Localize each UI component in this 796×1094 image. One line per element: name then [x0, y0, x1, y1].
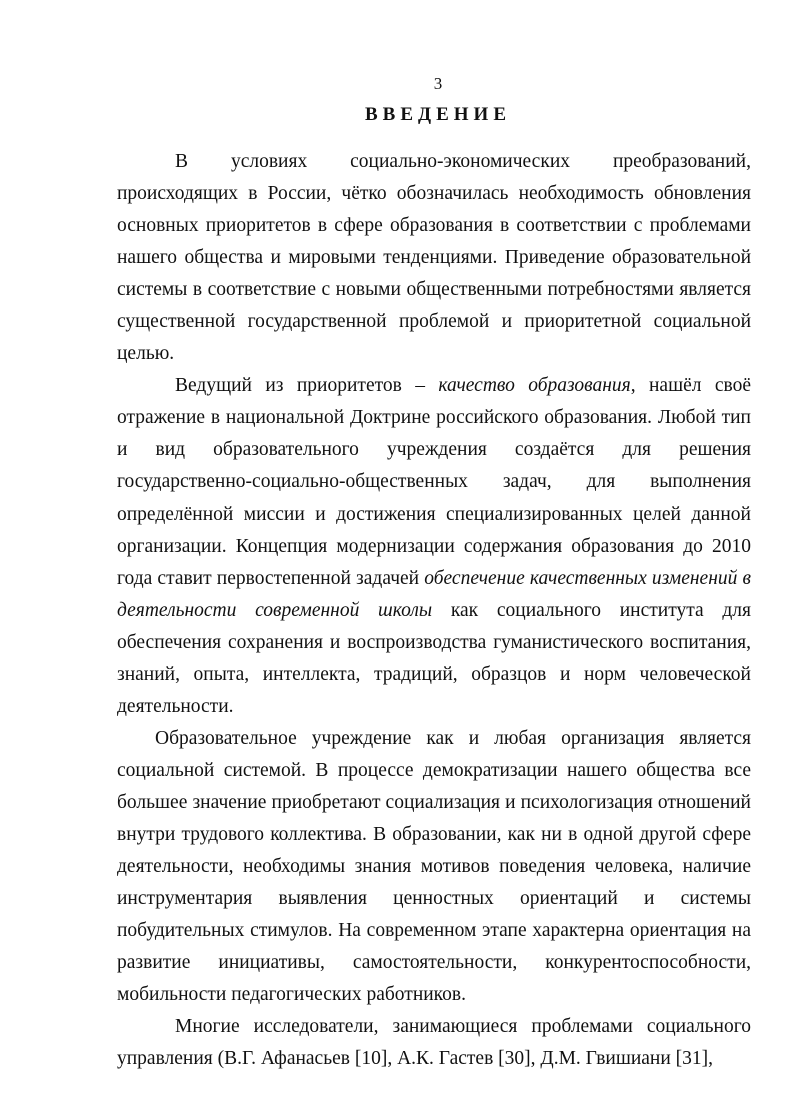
page-number: 3	[433, 74, 443, 93]
paragraph-1: В условиях социально-экономических преобразований, происходящих в России, чётко обозначилась необходимость обновления основных приоритетов в сфере образования в соответствии с проблемами нашего общества и мировыми тенденциями. Приведение образовательной системы в соответствие с новыми общественными потребностями является существенной государственной проблемой и приоритетной социальной целью.	[117, 151, 751, 365]
paragraph-2-emphasis-1: качество образования	[438, 375, 631, 397]
body-text	[117, 146, 751, 1075]
paragraph-2-part-3: как социального института для обеспечения сохранения и воспроизводства гуманистического воспитания, знаний, опыта, интеллекта, традиций, образцов и норм человеческой деятельности.	[117, 599, 751, 717]
section-heading: ВВЕДЕНИЕ	[365, 104, 511, 125]
paragraph-3: Образовательное учреждение как и любая организация является социальной системой. В процессе демократизации нашего общества все большее значение приобретают социализация и психологизация отношений внутри трудового коллектива. В образовании, как ни в одной другой сфере деятельности, необходимы знания мотивов поведения человека, наличие инструментария выявления ценностных ориентаций и системы побудительных стимулов. На современном этапе характерна ориентация на развитие инициативы, самостоятельности, конкурентоспособности, мобильности педагогических работников.	[117, 727, 751, 1006]
paragraph-2-part-2: , нашёл своё отражение в национальной Доктрине российского образования. Любой тип и вид образовательного учреждения создаётся для решения государственно-социально-общественных задач, для выполнения определённой миссии и достижения специализированных целей данной организации. Концепция модернизации содержания образования до 2010 года ставит первостепенной задачей	[117, 375, 751, 589]
paragraph-4: Многие исследователи, занимающиеся проблемами социального управления (В.Г. Афанасьев [10], А.К. Гастев [30], Д.М. Гвишиани [31],	[117, 1016, 751, 1070]
paragraph-2-emphasis-2: обеспечение качественных изменений в деятельности современной школы	[117, 567, 751, 621]
paragraph-2-part-1: Ведущий из приоритетов –	[175, 375, 439, 397]
paragraph-2	[117, 370, 751, 723]
